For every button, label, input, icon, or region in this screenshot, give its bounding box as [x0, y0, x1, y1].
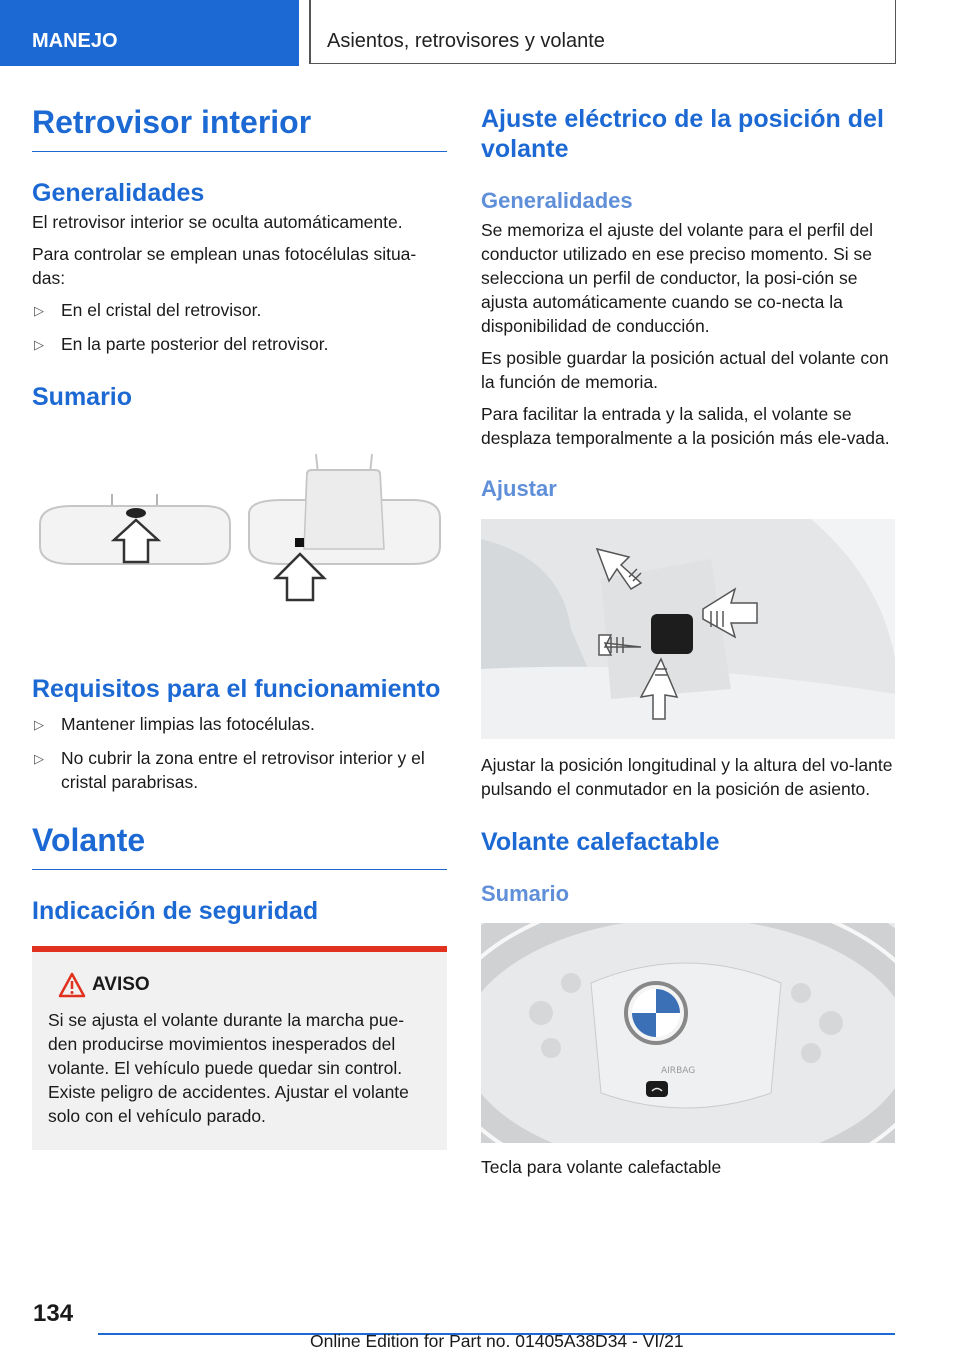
- adjust-switch-illustration: [481, 519, 895, 739]
- section-title: MANEJO: [32, 30, 118, 52]
- warning-header: [48, 974, 431, 1000]
- heated-wheel-photo: [481, 923, 895, 1143]
- caption-heated-button: Tecla para volante calefactable: [481, 1157, 722, 1178]
- warning-title: AVISO: [92, 973, 150, 995]
- chapter-title: Asientos, retrovisores y volante: [327, 30, 605, 52]
- edition-text: Online Edition for Part no. 01405A38D34 - VI/21: [310, 1331, 684, 1351]
- heading-interior-mirror: Retrovisor interior: [32, 104, 447, 152]
- section-tab: [0, 0, 299, 66]
- bullet-triangle-icon: ▷: [34, 302, 44, 318]
- mirror-diagram: [32, 434, 447, 654]
- bullet-triangle-icon: ▷: [34, 750, 44, 766]
- requirements-list: [32, 712, 447, 794]
- photocell-list: [32, 298, 447, 356]
- paragraph-photocells: Para controlar se emplean unas fotocélulas situa‐das:: [32, 243, 417, 288]
- heading-heated-wheel: Volante calefactable: [481, 827, 720, 856]
- list-item: ▷ No cubrir la zona entre el retrovisor interior y el cristal parabrisas.: [34, 747, 425, 792]
- heading-summary: Sumario: [32, 382, 133, 411]
- heading-electric-adjust: Ajuste eléctrico de la posición del volante: [481, 105, 884, 163]
- mirror-illustration: [32, 434, 447, 654]
- paragraph-easy-entry: Para facilitar la entrada y la salida, el volante se desplaza temporalmente a la posición más ele‐vada.: [481, 404, 890, 449]
- warning-text: Si se ajusta el volante durante la marcha pue‐den producirse movimientos inesperados del volante. El vehículo puede quedar sin control. Existe peligro de accidentes. Ajustar el volante solo con el vehículo parado.: [48, 1009, 409, 1126]
- list-item: ▷ Mantener limpias las fotocélulas.: [32, 712, 447, 736]
- steering-wheel-illustration: [481, 923, 895, 1143]
- heading-steering-wheel: Volante: [32, 822, 447, 870]
- bullet-triangle-icon: ▷: [34, 336, 44, 352]
- list-item: ▷ En la parte posterior del retrovisor.: [32, 332, 447, 356]
- warning-box: [32, 946, 447, 1150]
- paragraph-adjust-instruction: Ajustar la posición longitudinal y la altura del vo‐lante pulsando el conmutador en la posición de asiento.: [481, 754, 893, 799]
- heading-general: Generalidades: [32, 178, 205, 207]
- heading-safety-note: Indicación de seguridad: [32, 896, 319, 925]
- left-column: [32, 104, 447, 1150]
- heading-requirements: Requisitos para el funcionamiento: [32, 674, 441, 703]
- paragraph-memory-function: Es posible guardar la posición actual del volante con la función de memoria.: [481, 348, 889, 393]
- list-item: ▷ En el cristal del retrovisor.: [32, 298, 447, 322]
- warning-triangle-icon: [58, 972, 86, 998]
- paragraph-memory-profile: Se memoriza el ajuste del volante para el perfil del conductor utilizado en ese preciso momento. Si se selecciona un perfil de conductor, la posi‐ción se ajusta automáticamente cuando se co‐necta la disponibilidad de conducción.: [481, 220, 874, 337]
- chapter-header: [311, 0, 896, 64]
- page-number: 134: [33, 1300, 74, 1327]
- airbag-label: AIRBAG: [661, 1066, 696, 1077]
- right-column: [481, 104, 895, 1179]
- heading-general-right: Generalidades: [481, 188, 633, 213]
- heading-adjust: Ajustar: [481, 476, 557, 502]
- adjust-switch-photo: [481, 519, 895, 739]
- bullet-triangle-icon: ▷: [34, 716, 44, 732]
- heading-summary-right: Sumario: [481, 880, 570, 906]
- paragraph-auto-dim: El retrovisor interior se oculta automáticamente.: [32, 211, 403, 232]
